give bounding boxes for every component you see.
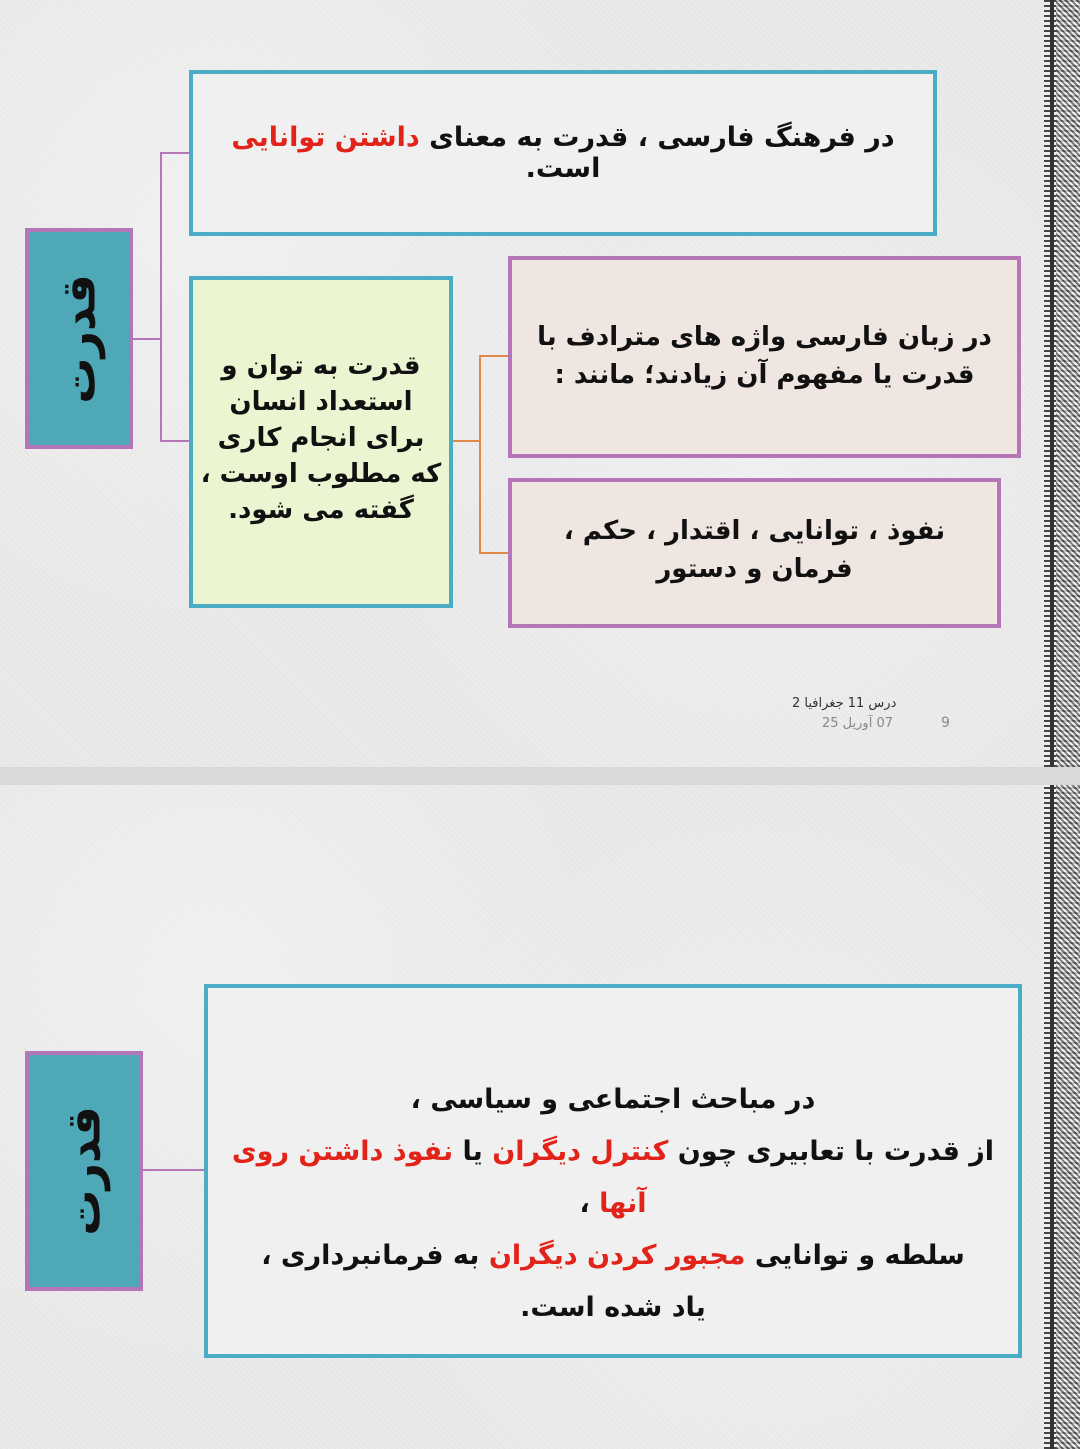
definition-box	[189, 70, 937, 236]
social-political-box	[204, 984, 1022, 1358]
capacity-box	[189, 276, 453, 608]
slide-title-box	[25, 228, 133, 449]
footer-course: درس 11 جغرافیا 2	[792, 696, 897, 711]
social-political-text	[228, 1074, 998, 1334]
slide-edge-decoration	[1044, 785, 1080, 1449]
definition-highlight: داشتن توانایی	[231, 122, 420, 153]
slide-10	[0, 785, 1080, 1449]
connector-line	[160, 152, 162, 442]
synonyms-list-box	[508, 478, 1001, 628]
connector-line	[133, 338, 161, 340]
text-line-4: یاد شده است.	[520, 1292, 706, 1323]
connector-line	[160, 152, 190, 154]
capacity-text: قدرت به توان و استعداد انسان برای انجام کاری که مطلوب اوست ، گفته می شود.	[200, 351, 442, 525]
connector-line	[479, 552, 509, 554]
connector-line	[143, 1169, 205, 1171]
slide-title: قدرت	[57, 1106, 111, 1236]
connector-line	[452, 440, 480, 442]
slide-title: قدرت	[52, 273, 106, 404]
connector-line	[479, 355, 509, 357]
connector-line	[479, 355, 481, 553]
connector-line	[160, 440, 190, 442]
footer-date: 07 آوریل 25	[822, 716, 893, 731]
slide-title-box	[25, 1051, 143, 1291]
footer-page-number: 9	[941, 715, 950, 731]
synonyms-intro-box	[508, 256, 1021, 458]
synonyms-list-text: نفوذ ، توانایی ، اقتدار ، حکم ، فرمان و دستور	[563, 516, 946, 584]
slide-edge-decoration	[1044, 0, 1080, 767]
definition-text: در فرهنگ فارسی ، قدرت به معنای داشتن توانایی است.	[231, 122, 895, 184]
text-line-3: سلطه و توانایی مجبور کردن دیگران به فرمانبرداری ،	[261, 1240, 965, 1271]
text-line-1: در مباحث اجتماعی و سیاسی ،	[410, 1084, 816, 1115]
text-line-2: از قدرت با تعابیری چون کنترل دیگران یا نفوذ داشتن روی آنها ،	[231, 1136, 995, 1219]
synonyms-intro-text: در زبان فارسی واژه های مترادف با قدرت یا مفهوم آن زیادند؛ مانند :	[537, 322, 992, 390]
